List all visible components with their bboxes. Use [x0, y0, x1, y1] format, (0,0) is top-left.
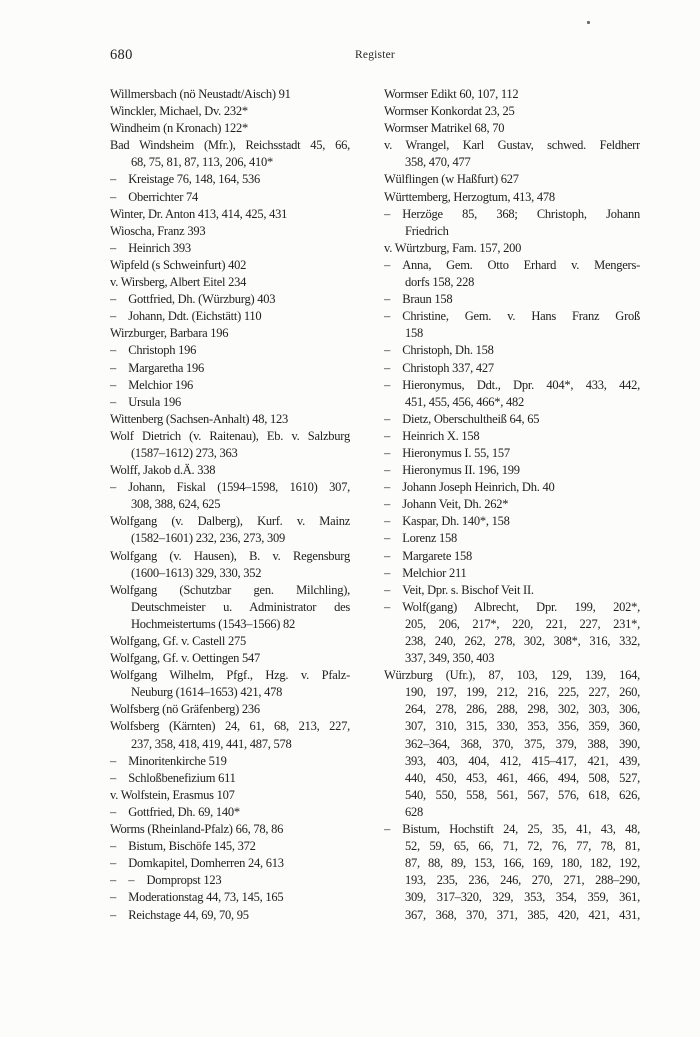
index-line: 237, 358, 418, 419, 441, 487, 578 [131, 736, 292, 751]
index-line: Wormser Edikt 60, 107, 112 [384, 87, 519, 101]
index-line: Windheim (n Kronach) 122* [110, 121, 249, 136]
index-line: – Hieronymus I. 55, 157 [384, 445, 510, 460]
index-line: – Heinrich 393 [110, 240, 191, 255]
index-line: 393, 403, 404, 412, 415–417, 421, 439, [405, 753, 640, 768]
index-line: Wirzburger, Barbara 196 [110, 326, 229, 341]
index-line: 451, 455, 456, 466*, 482 [405, 394, 524, 409]
index-line: 190, 197, 199, 212, 216, 225, 227, 260, [405, 685, 640, 700]
index-line: – Domkapitel, Domherren 24, 613 [110, 856, 284, 871]
index-line: Wolfgang (v. Dalberg), Kurf. v. Mainz [110, 514, 350, 529]
index-line: – Christoph, Dh. 158 [384, 343, 494, 358]
index-line: – Melchior 211 [384, 565, 467, 580]
index-line: – Bistum, Hochstift 24, 25, 35, 41, 43, 48, [384, 822, 640, 837]
index-line: – Ursula 196 [110, 394, 181, 409]
index-line: Wolfgang, Gf. v. Castell 275 [110, 634, 246, 648]
index-line: 307, 310, 315, 330, 353, 356, 359, 360, [405, 719, 640, 734]
index-line: Wolfgang, Gf. v. Oettingen 547 [110, 651, 261, 666]
index-line: – Kreistage 76, 148, 164, 536 [110, 172, 261, 187]
index-line: – Hieronymus, Ddt., Dpr. 404*, 433, 442, [384, 377, 640, 392]
index-line: 628 [405, 804, 423, 819]
index-line: 367, 368, 370, 371, 385, 420, 421, 431, [405, 907, 640, 922]
index-line: Willmersbach (nö Neustadt/Aisch) 91 [110, 87, 291, 101]
index-line: – Hieronymus II. 196, 199 [384, 463, 520, 478]
index-line: – Minoritenkirche 519 [110, 753, 227, 768]
index-line: – Johann Veit, Dh. 262* [384, 497, 509, 512]
index-line: – Margaretha 196 [110, 360, 205, 375]
index-line: – Veit, Dpr. s. Bischof Veit II. [384, 582, 534, 597]
index-line: Wolfsberg (nö Gräfenberg) 236 [110, 702, 260, 717]
index-line: 158 [405, 326, 423, 341]
index-line: – Kaspar, Dh. 140*, 158 [384, 514, 510, 529]
index-line: – Christoph 196 [110, 343, 197, 358]
index-line: – Johann, Ddt. (Eichstätt) 110 [110, 309, 262, 324]
index-line: v. Würtzburg, Fam. 157, 200 [384, 240, 522, 255]
index-line: 362–364, 368, 370, 375, 379, 388, 390, [405, 736, 640, 751]
index-line: Wolff, Jakob d.Ä. 338 [110, 463, 216, 478]
index-line: Bad Windsheim (Mfr.), Reichsstadt 45, 66, [110, 138, 350, 153]
index-line: Hochmeistertums (1543–1566) 82 [131, 616, 296, 631]
index-line: v. Wirsberg, Albert Eitel 234 [110, 275, 247, 290]
index-line: – Johann Joseph Heinrich, Dh. 40 [384, 480, 555, 495]
index-line: 52, 59, 65, 66, 71, 72, 76, 77, 78, 81, [405, 839, 640, 854]
index-line: 193, 235, 236, 246, 270, 271, 288–290, [405, 873, 640, 888]
index-line: Wolfgang (Schutzbar gen. Milchling), [110, 582, 350, 597]
index-line: Wolfsberg (Kärnten) 24, 61, 68, 213, 227, [110, 719, 350, 734]
index-line: Deutschmeister u. Administrator des [131, 599, 350, 614]
index-line: – Bistum, Bischöfe 145, 372 [110, 839, 256, 854]
index-line: 238, 240, 262, 278, 302, 308*, 316, 332, [405, 634, 640, 648]
index-line: – Lorenz 158 [384, 531, 458, 546]
index-line: – Christine, Gem. v. Hans Franz Groß [384, 309, 640, 324]
index-line: – Reichstage 44, 69, 70, 95 [110, 907, 249, 922]
scan-artifact-dot [587, 21, 590, 24]
index-line: Württemberg, Herzogtum, 413, 478 [384, 189, 555, 204]
index-line: Wülflingen (w Haßfurt) 627 [384, 172, 519, 187]
index-line: – – Dompropst 123 [110, 873, 222, 888]
index-line: – Braun 158 [384, 292, 453, 307]
index-line: Winckler, Michael, Dv. 232* [110, 104, 248, 119]
index-line: – Schloßbenefizium 611 [110, 770, 236, 785]
index-line: 87, 88, 89, 153, 166, 169, 180, 182, 192, [405, 856, 640, 871]
page-header [110, 47, 640, 67]
index-line: Wormser Konkordat 23, 25 [384, 104, 515, 119]
index-line: Friedrich [405, 223, 449, 238]
index-line: dorfs 158, 228 [405, 275, 475, 290]
index-line: Neuburg (1614–1653) 421, 478 [131, 685, 283, 700]
index-line: – Heinrich X. 158 [384, 428, 480, 443]
index-line: Wolfgang (v. Hausen), B. v. Regensburg [110, 548, 350, 563]
index-line: 440, 450, 453, 461, 466, 494, 508, 527, [405, 770, 640, 785]
index-line: 337, 349, 350, 403 [405, 651, 495, 666]
index-line: – Gottfried, Dh. 69, 140* [110, 804, 240, 819]
index-line: 540, 550, 558, 561, 567, 576, 618, 626, [405, 787, 640, 802]
index-line: Wolfgang Wilhelm, Pfgf., Hzg. v. Pfalz- [110, 668, 350, 683]
index-line: Wolf Dietrich (v. Raitenau), Eb. v. Salzburg [110, 428, 350, 443]
index-line: – Moderationstag 44, 73, 145, 165 [110, 890, 284, 905]
index-line: (1582–1601) 232, 236, 273, 309 [131, 531, 285, 546]
index-line: – Oberrichter 74 [110, 189, 198, 204]
index-line: (1587–1612) 273, 363 [131, 445, 238, 460]
index-line: – Anna, Gem. Otto Erhard v. Mengers- [384, 257, 640, 272]
index-line: v. Wrangel, Karl Gustav, schwed. Feldherr [384, 138, 640, 153]
index-line: Wioscha, Franz 393 [110, 223, 206, 238]
index-line: Wormser Matrikel 68, 70 [384, 121, 505, 136]
index-line: Worms (Rheinland-Pfalz) 66, 78, 86 [110, 822, 284, 837]
page-number: 680 [110, 47, 133, 63]
index-line: – Margarete 158 [384, 548, 473, 563]
index-column-right [384, 86, 640, 924]
index-line: Wipfeld (s Schweinfurt) 402 [110, 257, 247, 272]
index-line: – Gottfried, Dh. (Würzburg) 403 [110, 292, 276, 307]
index-line: – Dietz, Oberschultheiß 64, 65 [384, 411, 540, 426]
index-line: Winter, Dr. Anton 413, 414, 425, 431 [110, 206, 288, 221]
index-line: v. Wolfstein, Erasmus 107 [110, 787, 235, 802]
index-column-left [110, 86, 350, 924]
index-line: Wittenberg (Sachsen-Anhalt) 48, 123 [110, 411, 288, 426]
index-line: 205, 206, 217*, 220, 221, 227, 231*, [405, 616, 640, 631]
index-line: 68, 75, 81, 87, 113, 206, 410* [131, 155, 274, 170]
index-line: – Wolf(gang) Albrecht, Dpr. 199, 202*, [384, 599, 640, 614]
index-line: 308, 388, 624, 625 [131, 497, 221, 512]
index-line: – Christoph 337, 427 [384, 360, 494, 375]
index-line: – Melchior 196 [110, 377, 193, 392]
index-line: 358, 470, 477 [405, 155, 471, 170]
index-line: (1600–1613) 329, 330, 352 [131, 565, 262, 580]
index-line: Würzburg (Ufr.), 87, 103, 129, 139, 164, [384, 668, 640, 683]
running-title: Register [355, 49, 395, 61]
index-line: – Johann, Fiskal (1594–1598, 1610) 307, [110, 480, 350, 495]
index-line: – Herzöge 85, 368; Christoph, Johann [384, 206, 640, 221]
index-line: 309, 317–320, 329, 353, 354, 359, 361, [405, 890, 640, 905]
index-line: 264, 278, 286, 288, 298, 302, 303, 306, [405, 702, 640, 717]
